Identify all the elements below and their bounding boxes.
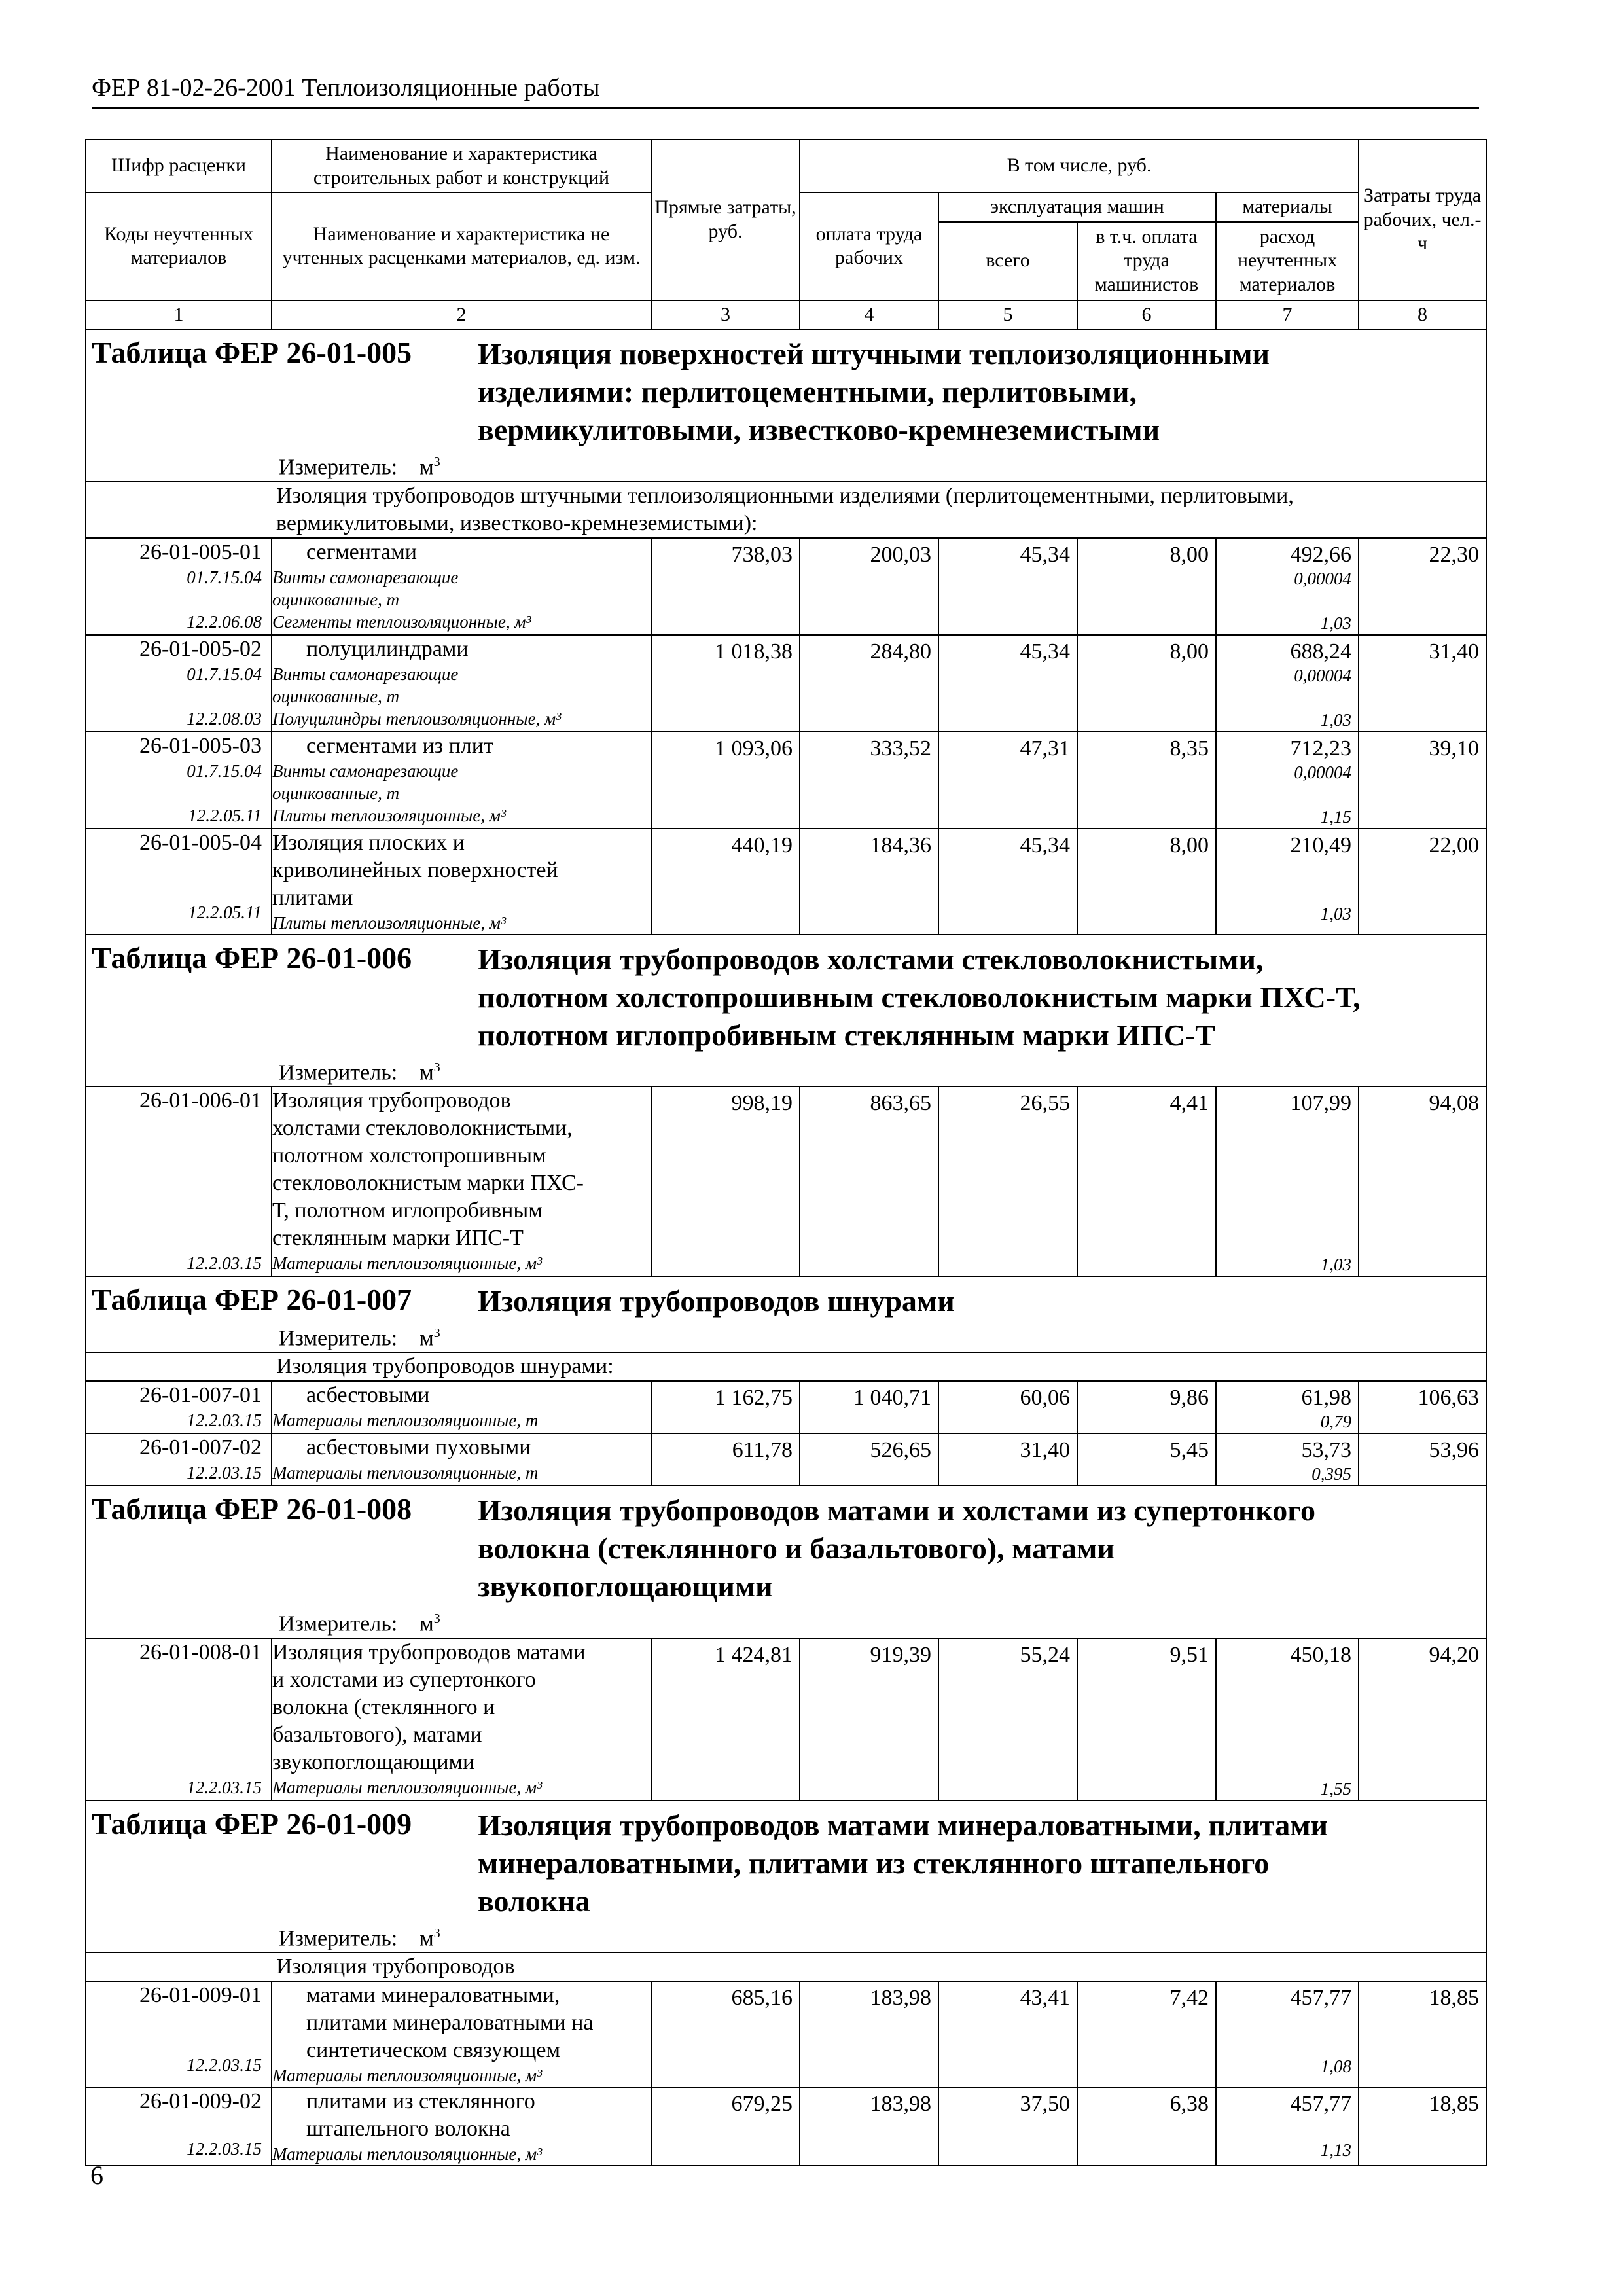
col-number-4: 4 xyxy=(800,300,938,330)
section-title: Изоляция трубопроводов матами минераловатными, плитами минераловатными, плитами из стеклянного штапельного волокна xyxy=(478,1808,1329,1918)
table-row: 26-01-005-04 12.2.05.11 Изоляция плоских и криволинейных поверхностей плитами Плиты теплоизоляционные, м³ 440,19 184,36 45,34 8,00 210,49 1,03 22,00 xyxy=(86,829,1486,935)
table-section-009 xyxy=(86,1801,1486,1952)
machines-header: эксплуатация машин xyxy=(938,192,1216,222)
col5-header: всего xyxy=(938,222,1077,300)
col1-header-top: Шифр расценки xyxy=(86,139,272,192)
section-description: Изоляция трубопроводов шнурами: xyxy=(86,1352,1486,1381)
table-section-005 xyxy=(86,329,1486,481)
col6-header: в т.ч. оплата труда машинистов xyxy=(1077,222,1216,300)
table-row: 26-01-008-01 12.2.03.15 Изоляция трубопроводов матами и холстами из супертонкого волокна (стеклянного и базальтового), матами звукопоглощающими Материалы теплоизоляционные, м³ 1 424,81 919,39 55,24 9,51 450,18 1,55 94,20 xyxy=(86,1638,1486,1801)
col-number-7: 7 xyxy=(1216,300,1359,330)
table-row: 26-01-005-03 01.7.15.04 12.2.05.11 сегментами из плит Винты самонарезающие оцинкованные, т Плиты теплоизоляционные, м³ 1 093,06 333,52 47,31 8,35 712,23 0,00004 1,15 39,10 xyxy=(86,732,1486,829)
table-row: 26-01-005-01 01.7.15.04 12.2.06.08 сегментами Винты самонарезающие оцинкованные, т Сегменты теплоизоляционные, м³ 738,03 200,03 45,34 8,00 492,66 0,00004 1,03 22,30 xyxy=(86,538,1486,635)
table-row: 26-01-007-01 12.2.03.15 асбестовыми Материалы теплоизоляционные, т 1 162,75 1 040,71 60,06 9,86 61,98 0,79 106,63 xyxy=(86,1381,1486,1433)
table-section-007 xyxy=(86,1276,1486,1352)
section-label: Таблица ФЕР 26-01-008 xyxy=(92,1492,412,1526)
col-number-8: 8 xyxy=(1359,300,1486,330)
table-row: 26-01-009-01 12.2.03.15 матами минераловатными, плитами минераловатными на синтетическом связующем Материалы теплоизоляционные, м³ 685,16 183,98 43,41 7,42 457,77 1,08 18,85 xyxy=(86,1981,1486,2087)
table-row: 26-01-007-02 12.2.03.15 асбестовыми пуховыми Материалы теплоизоляционные, т 611,78 526,65 31,40 5,45 53,73 0,395 53,96 xyxy=(86,1433,1486,1486)
table-section-008 xyxy=(86,1486,1486,1638)
col7-header: расход неучтенных материалов xyxy=(1216,222,1359,300)
col3-header: Прямые затраты, руб. xyxy=(651,139,800,300)
col1-header-bottom: Коды неучтенных материалов xyxy=(86,192,272,300)
measure: Измеритель: $м^3$ xyxy=(279,1060,440,1085)
materials-header: материалы xyxy=(1216,192,1359,222)
table-row: 26-01-009-02 12.2.03.15 плитами из стеклянного штапельного волокна Материалы теплоизоляционные, м³ 679,25 183,98 37,50 6,38 457,77 1,13 18,85 xyxy=(86,2087,1486,2166)
measure: Измеритель: $м^3$ xyxy=(279,1326,440,1351)
col-number-6: 6 xyxy=(1077,300,1216,330)
col2-header-bottom: Наименование и характеристика не учтенных расценками материалов, ед. изм. xyxy=(272,192,651,300)
section-label: Таблица ФЕР 26-01-005 xyxy=(92,336,412,370)
col-number-1: 1 xyxy=(86,300,272,330)
col2-header-top: Наименование и характеристика строительных работ и конструкций xyxy=(272,139,651,192)
col-number-2: 2 xyxy=(272,300,651,330)
group-header: В том числе, руб. xyxy=(800,139,1359,192)
col-number-3: 3 xyxy=(651,300,800,330)
section-title: Изоляция трубопроводов шнурами xyxy=(478,1284,955,1318)
rates-table xyxy=(85,139,1487,2166)
table-section-006 xyxy=(86,935,1486,1086)
table-row: 26-01-006-01 12.2.03.15 Изоляция трубопроводов холстами стекловолокнистыми, полотном холстопрошивным стекловолокнистым марки ПХС- Т, полотном иглопробивным стеклянным марки ИПС-Т Материалы теплоизоляционные, м³ 998,19 863,65 26,55 4,41 107,99 1,03 94,08 xyxy=(86,1086,1486,1276)
section-label: Таблица ФЕР 26-01-007 xyxy=(92,1283,412,1317)
section-label: Таблица ФЕР 26-01-009 xyxy=(92,1806,412,1840)
measure: Измеритель: $м^3$ xyxy=(279,1926,440,1951)
section-description: Изоляция трубопроводов штучными теплоизоляционными изделиями (перлитоцементными, перлитовыми, вермикулитовыми, известково-кремнеземистыми): xyxy=(86,482,1486,538)
table-row: 26-01-005-02 01.7.15.04 12.2.08.03 полуцилиндрами Винты самонарезающие оцинкованные, т Полуцилиндры теплоизоляционные, м³ 1 018,38 284,80 45,34 8,00 688,24 0,00004 1,03 31,40 xyxy=(86,635,1486,732)
section-title: Изоляция трубопроводов холстами стекловолокнистыми, полотном холстопрошивным стекловолокнистым марки ПХС-Т, полотном иглопробивным стеклянным марки ИПС-Т xyxy=(478,942,1361,1052)
col-number-5: 5 xyxy=(938,300,1077,330)
section-title: Изоляция трубопроводов матами и холстами из супертонкого волокна (стеклянного и базальтового), матами звукопоглощающими xyxy=(478,1494,1316,1604)
col8-header: Затраты труда рабочих, чел.-ч xyxy=(1359,139,1486,300)
col4-header: оплата труда рабочих xyxy=(800,192,938,300)
section-description: Изоляция трубопроводов xyxy=(86,1952,1486,1981)
section-label: Таблица ФЕР 26-01-006 xyxy=(92,941,412,975)
running-header: ФЕР 81-02-26-2001 Теплоизоляционные работы xyxy=(92,73,1479,109)
measure: Измеритель: $м^3$ xyxy=(279,455,440,480)
measure: Измеритель: $м^3$ xyxy=(279,1611,440,1636)
page-number: 6 xyxy=(90,2161,103,2190)
section-title: Изоляция поверхностей штучными теплоизоляционными изделиями: перлитоцементными, перлитовыми, вермикулитовыми, известково-кремнеземистыми xyxy=(478,337,1270,447)
